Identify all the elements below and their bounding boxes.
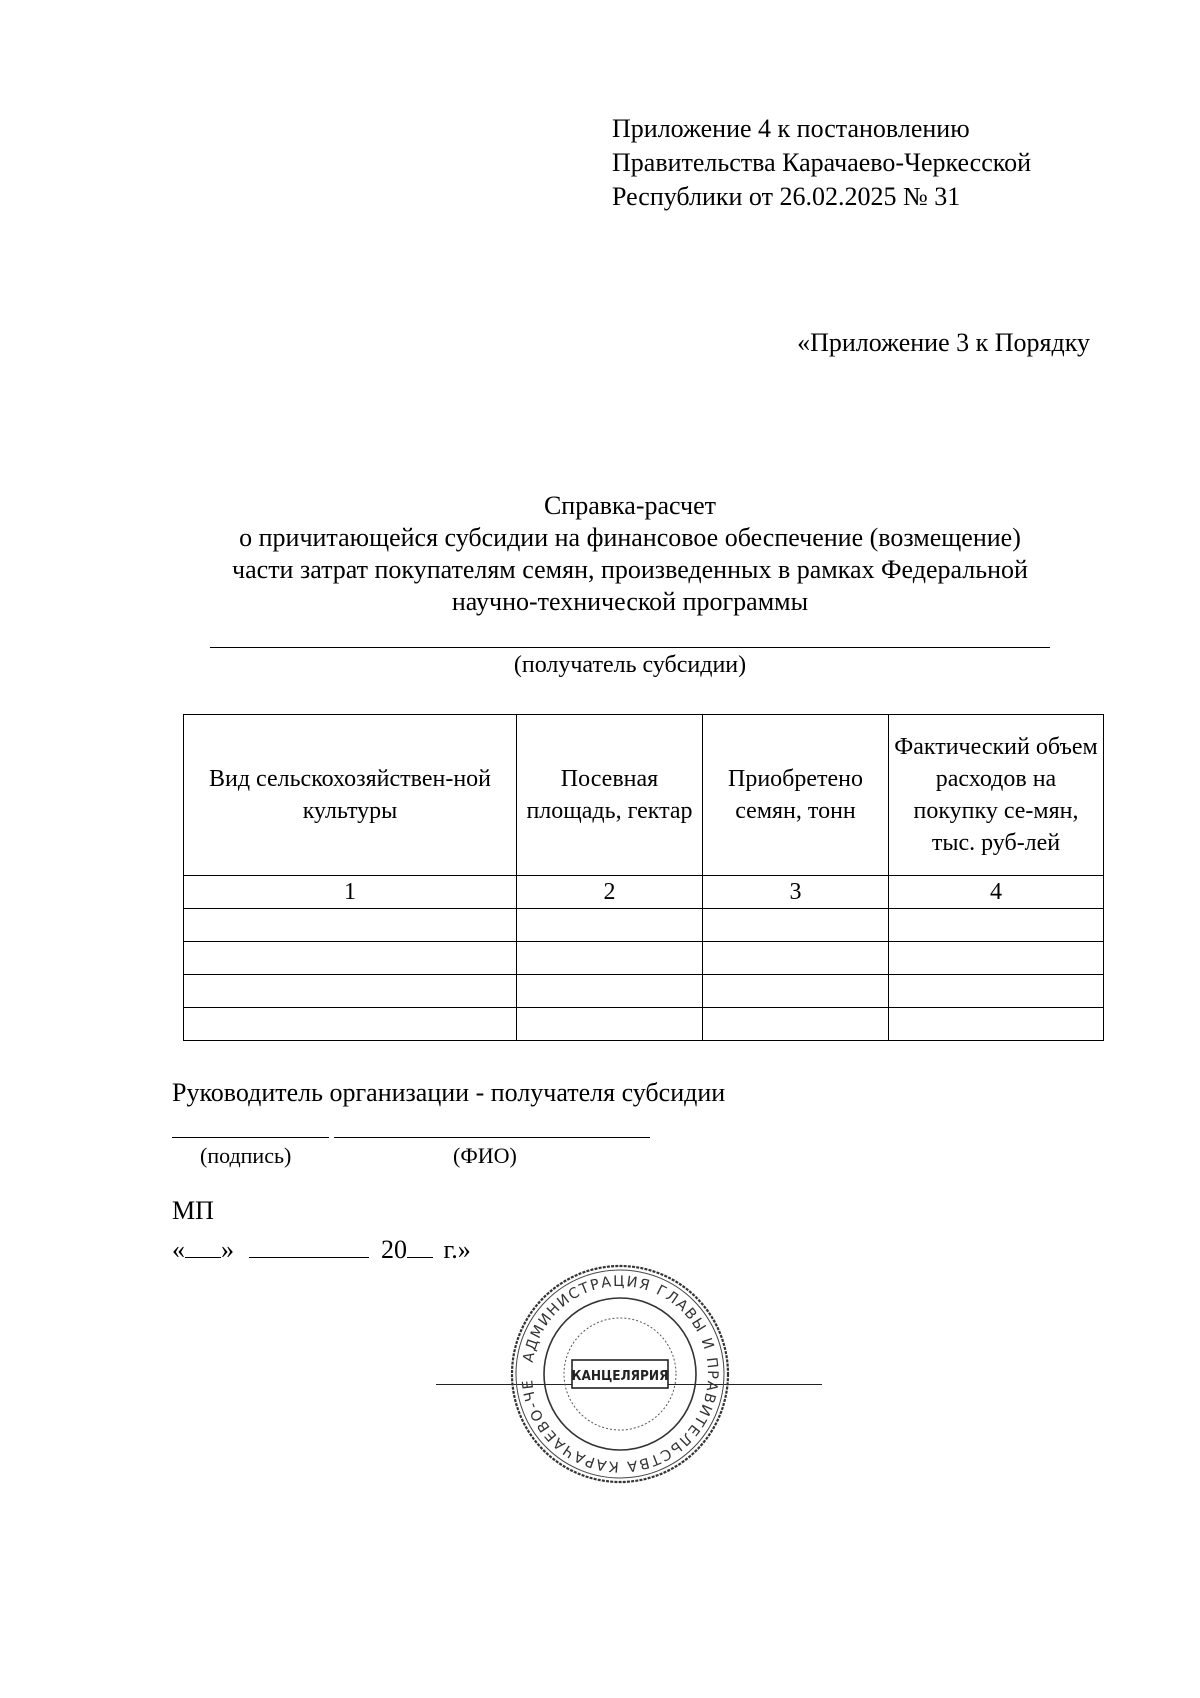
year-suffix: г.»	[443, 1235, 471, 1264]
recipient-underline	[210, 647, 1050, 648]
signatory-title: Руководитель организации - получателя субсидии	[172, 1078, 726, 1107]
table-cell[interactable]	[703, 942, 889, 975]
table-cell[interactable]	[703, 1008, 889, 1041]
date-close-quote: »	[221, 1235, 234, 1264]
table-cell[interactable]	[889, 975, 1104, 1008]
table-cell[interactable]	[517, 942, 703, 975]
header-line-2: Правительства Карачаево-Черкесской	[612, 148, 1031, 177]
column-number-row	[184, 876, 1104, 909]
table-row	[184, 975, 1104, 1008]
table-cell[interactable]	[184, 942, 517, 975]
column-number: 3	[703, 876, 889, 909]
table-cell[interactable]	[889, 1008, 1104, 1041]
month-field[interactable]	[249, 1233, 369, 1258]
seal-icon	[506, 1260, 734, 1488]
calculation-table	[183, 714, 1104, 1041]
header-seeds-purchased: Приобретено семян, тонн	[703, 715, 889, 876]
signature-caption: (подпись)	[200, 1143, 292, 1168]
title-line-1: Справка-расчет	[543, 491, 717, 520]
table-row	[184, 1008, 1104, 1041]
table-cell[interactable]	[517, 975, 703, 1008]
seal-outer-text: АДМИНИСТРАЦИЯ ГЛАВЫ И ПРАВИТЕЛЬСТВА КАРАЧАЕВО-ЧЕ	[519, 1273, 721, 1475]
table-cell[interactable]	[703, 975, 889, 1008]
annex-reference: «Приложение 3 к Порядку	[797, 328, 1090, 357]
column-number: 2	[517, 876, 703, 909]
day-field[interactable]	[185, 1233, 221, 1258]
column-number: 1	[184, 876, 517, 909]
table-cell[interactable]	[889, 909, 1104, 942]
fio-caption: (ФИО)	[453, 1143, 517, 1168]
date-line	[172, 1233, 471, 1265]
document-title	[150, 490, 1110, 618]
seal-place-label: МП	[172, 1196, 214, 1225]
table-cell[interactable]	[517, 909, 703, 942]
year-prefix: 20	[381, 1235, 407, 1264]
header-actual-expenses: Фактический объем расходов на покупку се-мян, тыс. руб-лей	[889, 715, 1104, 876]
table-header-row	[184, 715, 1104, 876]
title-line-3: части затрат покупателям семян, произведенных в рамках Федеральной	[232, 555, 1028, 584]
header-line-1: Приложение 4 к постановлению	[612, 114, 970, 143]
table-cell[interactable]	[703, 909, 889, 942]
header-sown-area: Посевная площадь, гектар	[517, 715, 703, 876]
table-cell[interactable]	[184, 909, 517, 942]
table-cell[interactable]	[889, 942, 1104, 975]
header-line-3: Республики от 26.02.2025 № 31	[612, 182, 961, 211]
recipient-caption: (получатель субсидии)	[513, 652, 747, 678]
table-cell[interactable]	[184, 975, 517, 1008]
signature-field-line[interactable]	[172, 1137, 329, 1138]
title-line-4: научно-технической программы	[451, 587, 809, 616]
date-open-quote: «	[172, 1235, 185, 1264]
table-row	[184, 942, 1104, 975]
column-number: 4	[889, 876, 1104, 909]
seal-center-text: КАНЦЕЛЯРИЯ	[571, 1368, 669, 1384]
year-field[interactable]	[407, 1233, 433, 1258]
header-crop-type: Вид сельскохозяйствен-ной культуры	[184, 715, 517, 876]
table-row	[184, 909, 1104, 942]
table-cell[interactable]	[184, 1008, 517, 1041]
header-block	[612, 112, 1031, 214]
title-line-2: о причитающейся субсидии на финансовое обеспечение (возмещение)	[239, 523, 1021, 552]
table-cell[interactable]	[517, 1008, 703, 1041]
fio-field-line[interactable]	[334, 1137, 650, 1138]
official-seal-stamp	[506, 1260, 734, 1488]
